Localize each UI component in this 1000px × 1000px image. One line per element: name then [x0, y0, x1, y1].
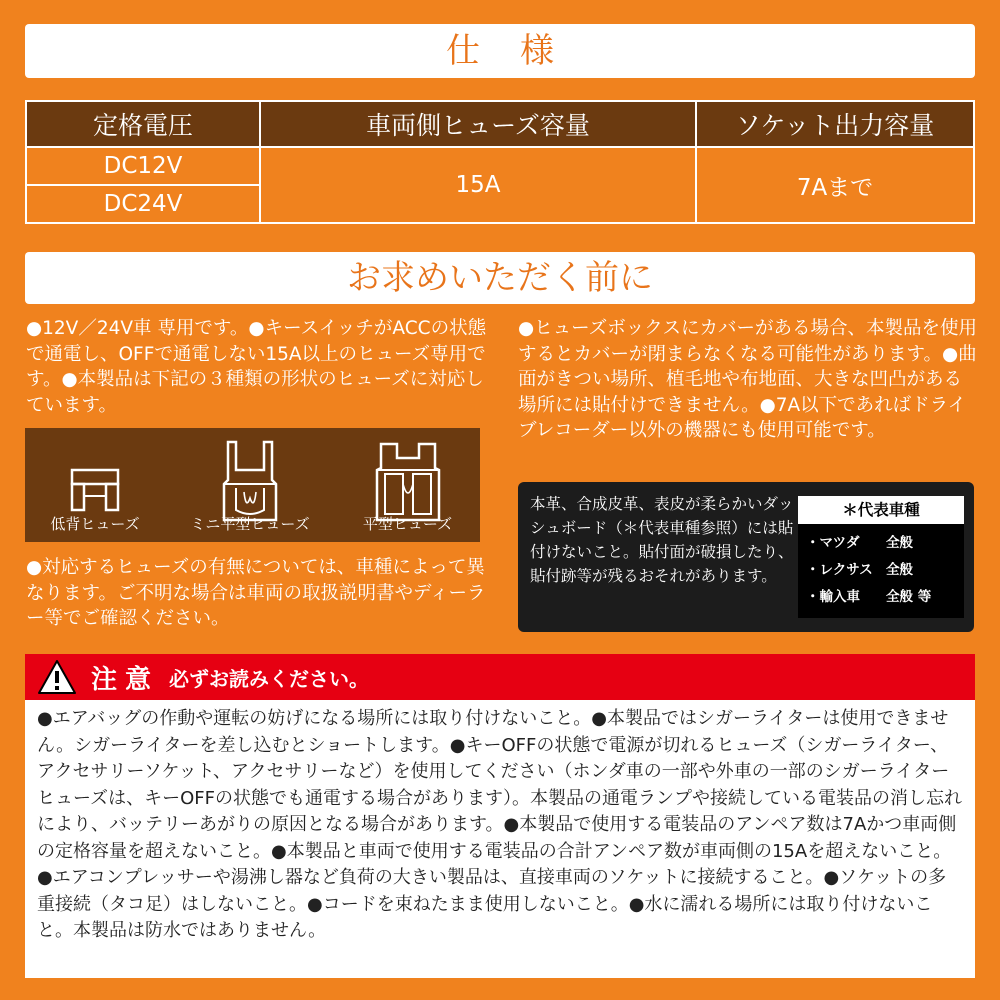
caution-text: ●エアバッグの作動や運転の妨げになる場所には取り付けないこと。●本製品ではシガーライターは使用できません。シガーライターを差し込むとショートします。●キーOFFの状態で電源が切れるヒューズ（シガーライター、アクセサリーソケット、アクセサリーなど）を使用してください（ホンダ車の一部や外車の一部のシガーライターヒューズは、キーOFFの状態でも通電する場合があります）。本製品の通電ランプや接続している電装品の消し忘れにより、バッテリーあがりの原因となる場合があります。●本製品で使用する電装品のアンペア数は7Aかつ車両側の定格容量を超えないこと。●本製品と車両で使用する電装品の合計アンペア数が車両側の15Aを超えないこと。●エアコンプレッサーや湯沸し器など負荷の大きい製品は、直接車両のソケットに接続すること。●ソケットの多重接続（タコ足）はしないこと。●コードを束ねたまま使用しないこと。●水に濡れる場所には取り付けないこと。本製品は防水ではありません。	[37, 708, 962, 941]
model-row	[806, 530, 956, 557]
warning-triangle-icon	[37, 659, 77, 695]
installation-notes: ●ヒューズボックスにカバーがある場合、本製品を使用するとカバーが閉まらなくなる可能性があります。●曲面がきつい場所、植毛地や布地面、大きな凹凸がある場所には貼付けできません。●7A以下であればドライブレコーダー以外の機器にも使用可能です。	[518, 318, 978, 441]
fuse-low-profile	[25, 428, 165, 542]
fuse-types-panel	[25, 428, 480, 542]
header-socket-output: ソケット出力容量	[696, 101, 974, 147]
before-purchase-title: お求めいただく前に	[347, 258, 653, 298]
spec-header-row	[26, 101, 974, 147]
header-fuse-capacity: 車両側ヒューズ容量	[260, 101, 696, 147]
spec-row-dc12v	[26, 147, 974, 185]
low-profile-fuse-icon	[69, 466, 121, 512]
fuse-capacity-value: 15A	[260, 147, 696, 223]
spec-table	[25, 100, 975, 224]
standard-fuse-icon	[375, 440, 441, 524]
representative-models-list	[798, 524, 964, 618]
caution-subtitle: 必ずお読みください。	[169, 666, 370, 691]
caution-title: 注意	[91, 664, 160, 695]
caution-body	[25, 700, 975, 978]
model-row	[806, 584, 956, 611]
fuse-availability-note: ●対応するヒューズの有無については、車種によって異なります。ご不明な場合は車両の取扱説明書やディーラー等でご確認ください。	[26, 557, 486, 629]
representative-models-box	[798, 496, 964, 618]
surface-warning-box	[518, 482, 974, 632]
model-brand: ・レクサス	[806, 562, 873, 578]
model-scope: 全般	[886, 535, 913, 551]
surface-warning-text: 本革、合成皮革、表皮が柔らかいダッシュボード（＊代表車種参照）には貼付けないこと。貼付面が破損したり、貼付跡等が残るおそれがあります。	[530, 495, 794, 585]
model-scope: 全般	[886, 562, 913, 578]
before-purchase-banner	[25, 252, 975, 304]
compat-note: ●12V／24V車 専用です。●キースイッチがACCの状態で通電し、OFFで通電しない15A以上のヒューズ専用です。●本製品は下記の３種類の形状のヒューズに対応しています。	[26, 318, 487, 416]
representative-models-title: ＊代表車種	[798, 496, 964, 524]
model-brand: ・輸入車	[806, 589, 860, 605]
spec-title: 仕様	[446, 31, 594, 71]
mini-fuse-label: ミニ平型ヒューズ	[190, 515, 310, 533]
mini-fuse-icon	[222, 440, 278, 524]
model-row	[806, 557, 956, 584]
low-profile-fuse-label: 低背ヒューズ	[50, 515, 140, 533]
caution-header	[25, 654, 975, 700]
model-brand: ・マツダ	[806, 535, 860, 551]
voltage-dc24v: DC24V	[26, 185, 260, 223]
fuse-standard	[335, 428, 480, 542]
voltage-dc12v: DC12V	[26, 147, 260, 185]
header-rated-voltage: 定格電圧	[26, 101, 260, 147]
spec-title-banner	[25, 24, 975, 78]
standard-fuse-label: 平型ヒューズ	[362, 515, 453, 533]
model-scope: 全般 等	[886, 589, 932, 605]
socket-output-value: 7Aまで	[696, 147, 974, 223]
fuse-mini	[165, 428, 335, 542]
